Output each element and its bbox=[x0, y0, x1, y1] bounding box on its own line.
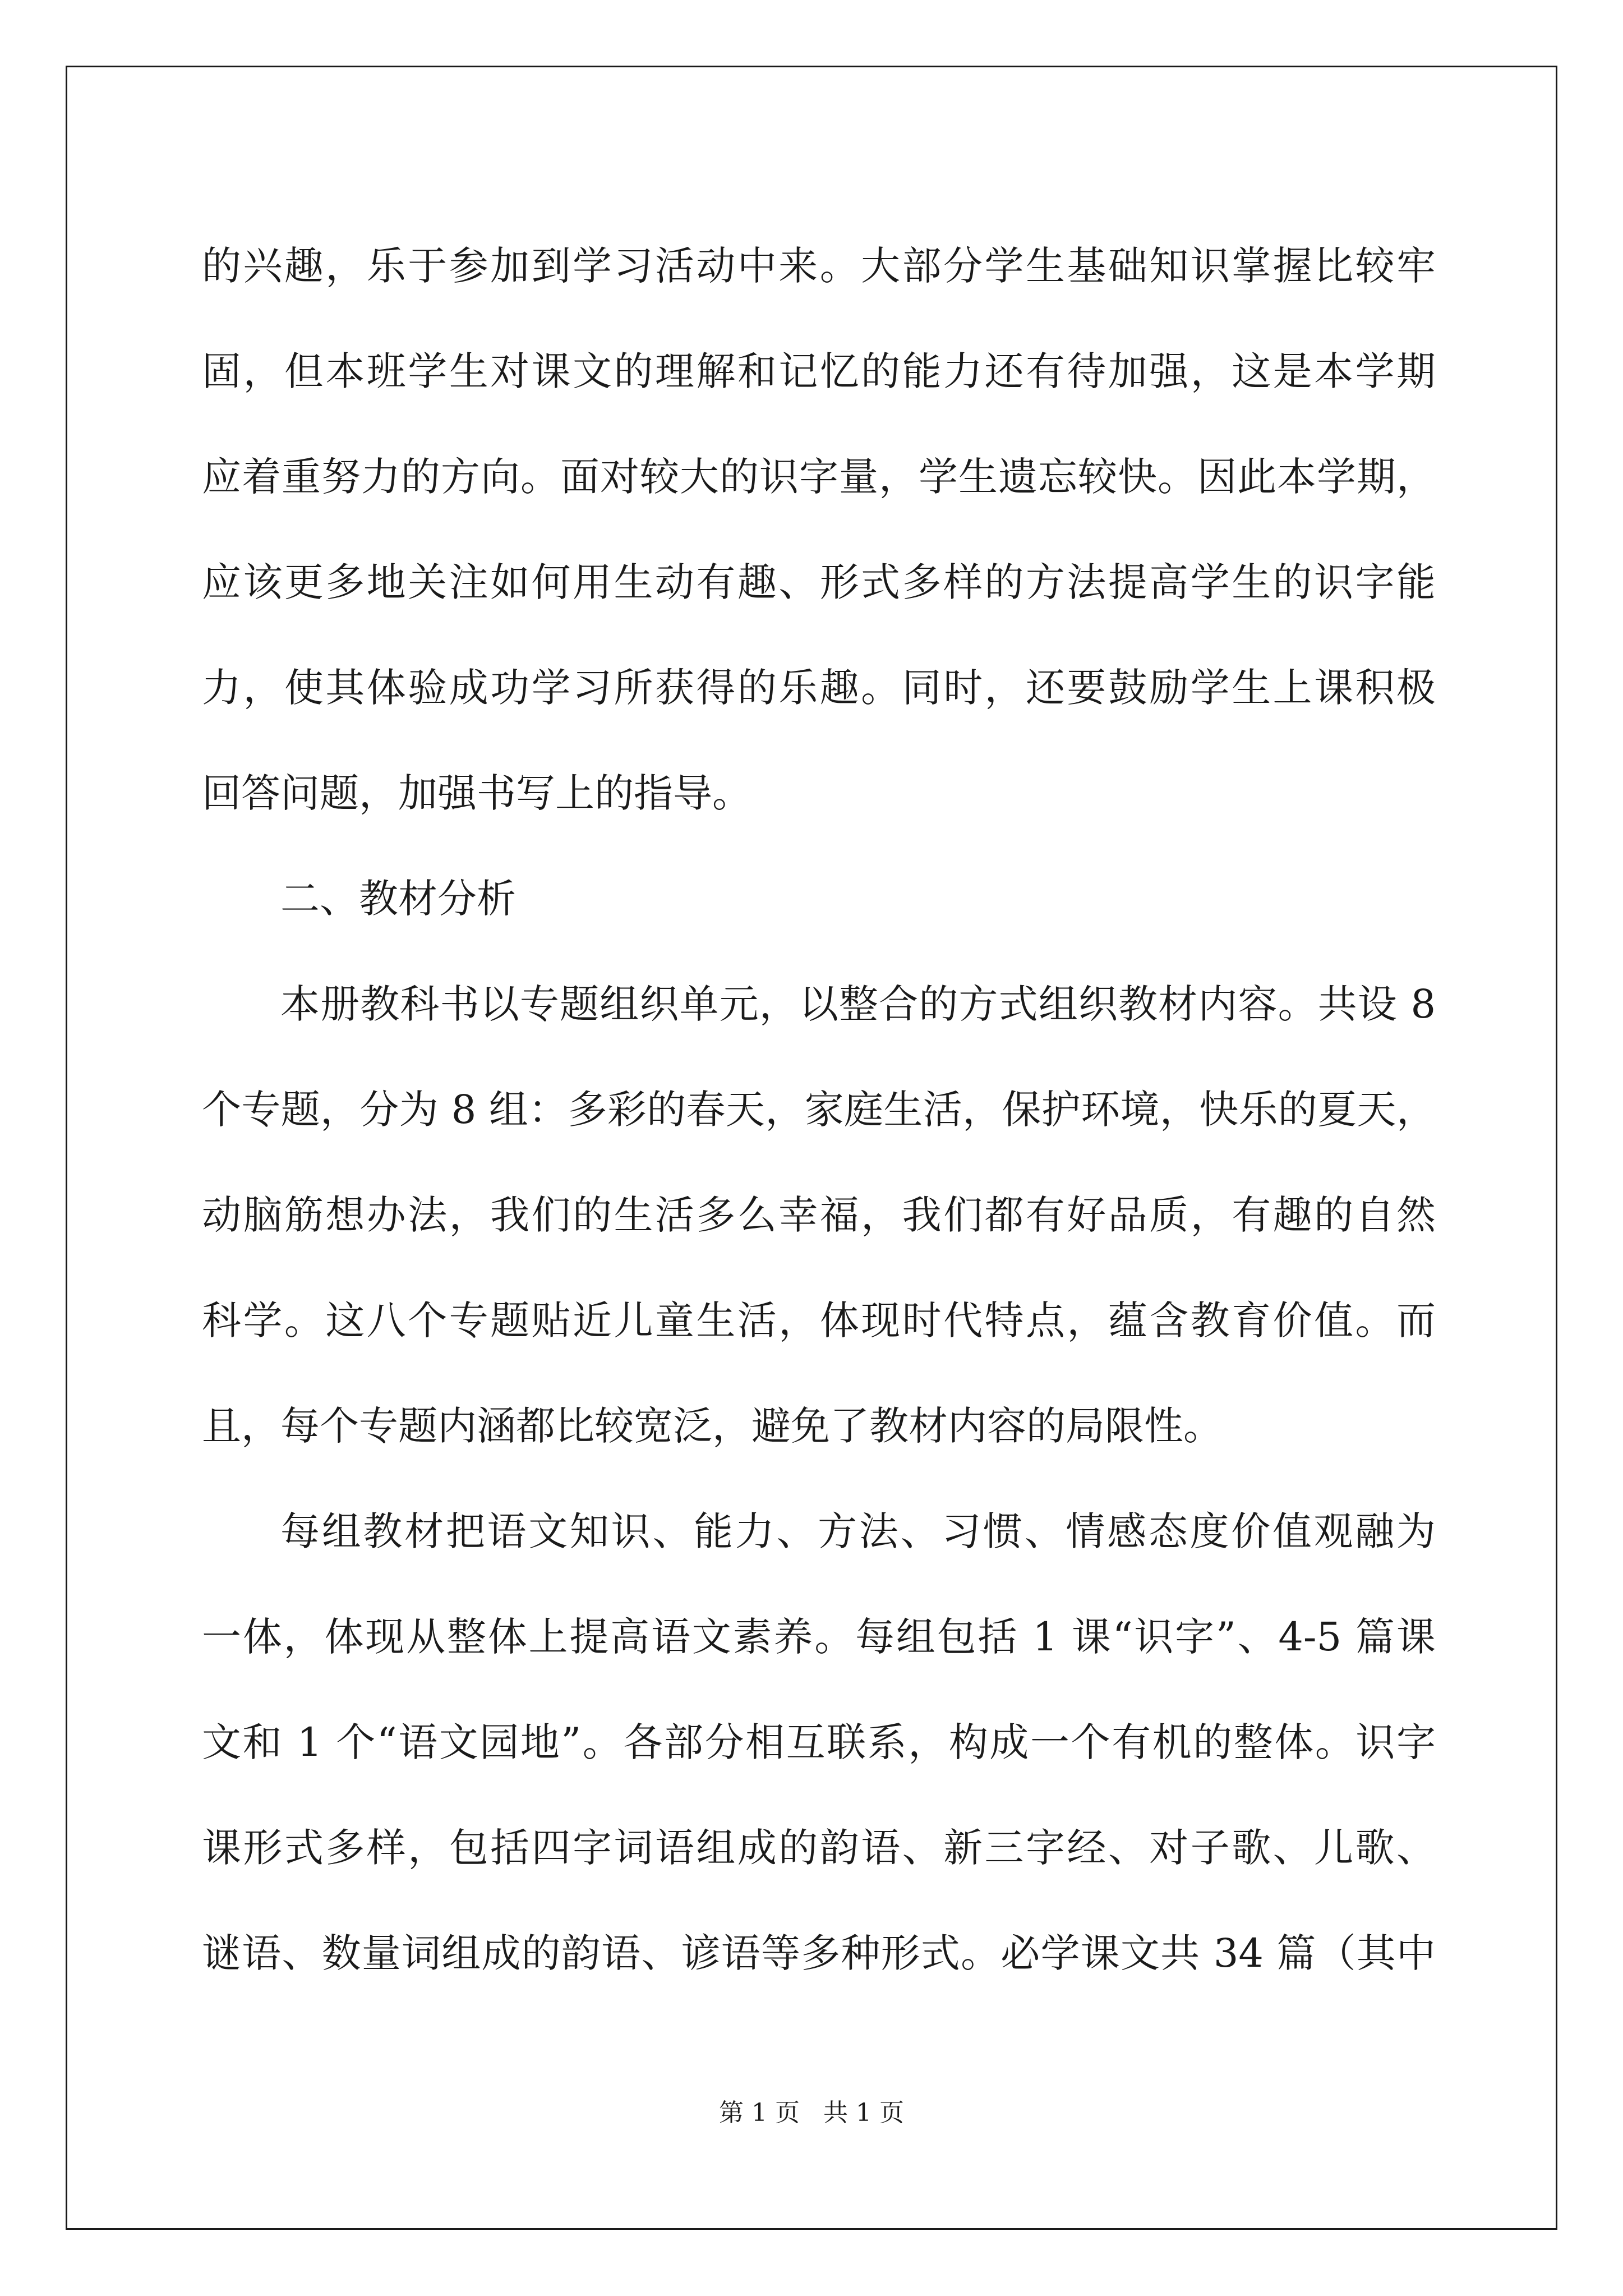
document-body bbox=[202, 213, 1436, 2006]
page-number: 第 1 页 共 1 页 bbox=[719, 2099, 904, 2127]
text-line: 力，使其体验成功学习所获得的乐趣。同时，还要鼓励学生上课积极 bbox=[202, 665, 1436, 711]
text-line: 谜语、数量词组成的韵语、谚语等多种形式。必学课文共 34 篇（其中 bbox=[202, 1930, 1436, 1976]
text-line: 且，每个专题内涵都比较宽泛，避免了教材内容的局限性。 bbox=[202, 1403, 1223, 1449]
text-line: 回答问题，加强书写上的指导。 bbox=[202, 770, 751, 816]
text-line: 动脑筋想办法，我们的生活多么幸福，我们都有好品质，有趣的自然 bbox=[202, 1192, 1436, 1238]
text-line: 科学。这八个专题贴近儿童生活，体现时代特点，蕴含教育价值。而 bbox=[202, 1297, 1436, 1343]
text-line: 一体，体现从整体上提高语文素养。每组包括 1 课“识字”、4-5 篇课 bbox=[202, 1614, 1436, 1660]
section-heading: 二、教材分析 bbox=[280, 876, 516, 922]
text-line: 本册教科书以专题组织单元，以整合的方式组织教材内容。共设 8 bbox=[280, 981, 1436, 1027]
text-line: 课形式多样，包括四字词语组成的韵语、新三字经、对子歌、儿歌、 bbox=[202, 1825, 1436, 1871]
text-line: 的兴趣，乐于参加到学习活动中来。大部分学生基础知识掌握比较牢 bbox=[202, 243, 1436, 289]
text-line: 应该更多地关注如何用生动有趣、形式多样的方法提高学生的识字能 bbox=[202, 559, 1436, 605]
text-line: 应着重努力的方向。面对较大的识字量，学生遗忘较快。因此本学期， bbox=[202, 454, 1436, 500]
text-line: 固，但本班学生对课文的理解和记忆的能力还有待加强，这是本学期 bbox=[202, 348, 1436, 394]
text-line: 每组教材把语文知识、能力、方法、习惯、情感态度价值观融为 bbox=[280, 1508, 1436, 1554]
text-line: 文和 1 个“语文园地”。各部分相互联系，构成一个有机的整体。识字 bbox=[202, 1719, 1436, 1765]
text-line: 个专题，分为 8 组：多彩的春天，家庭生活，保护环境，快乐的夏天， bbox=[202, 1087, 1436, 1133]
